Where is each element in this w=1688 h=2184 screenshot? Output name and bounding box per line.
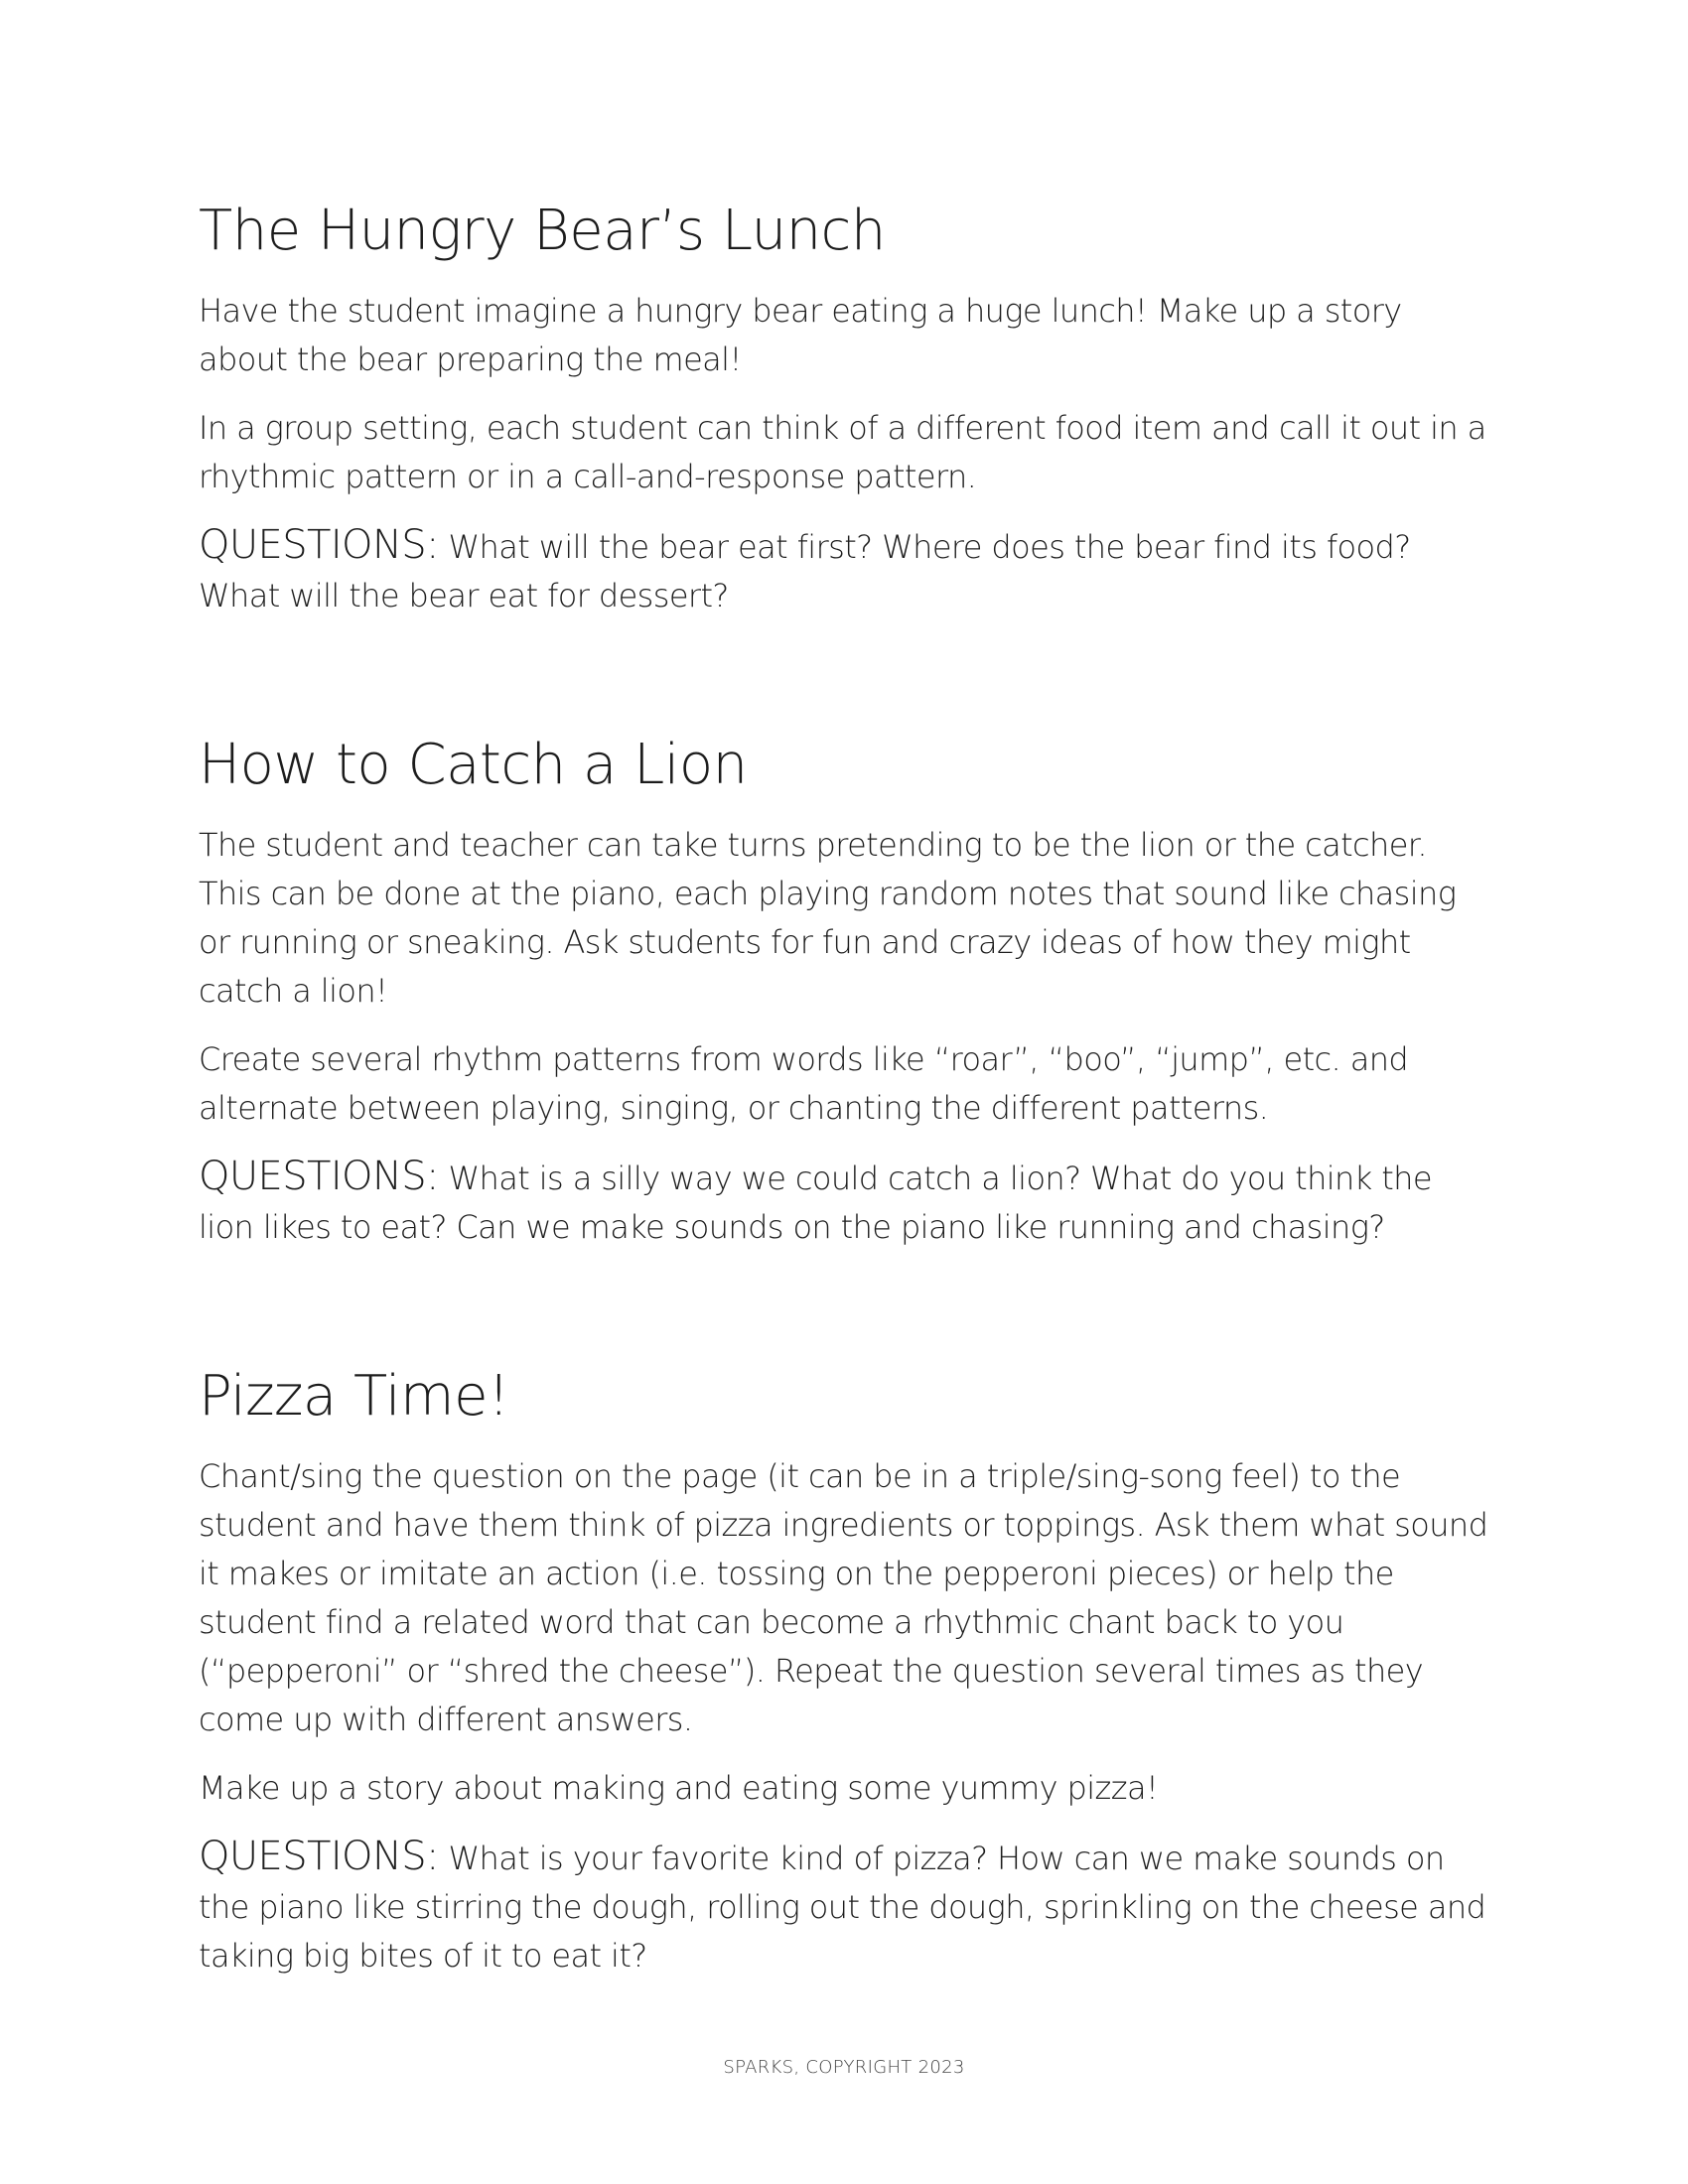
questions-label: QUESTIONS: xyxy=(199,522,439,568)
questions-text: What is a silly way we could catch a lion? What do you think the lion likes to eat? Can we make sounds on the piano like running and chasing? xyxy=(199,1160,1432,1246)
paragraph: Chant/sing the question on the page (it can be in a triple/sing-song feel) to the student and have them think of pizza ingredients or toppings. Ask them what sound it makes or imitate an action (i.e. tossing on the pepperoni pieces) or help the student find a related word that can become a rhythmic chant back to you (“pepperoni” or “shred the cheese”). Repeat the question several times as they come up with different answers. xyxy=(199,1457,1488,1738)
questions-paragraph xyxy=(199,1153,1489,1252)
questions-text: What is your favorite kind of pizza? How can we make sounds on the piano like stirring the dough, rolling out the dough, sprinkling on the cheese and taking big bites of it to eat it? xyxy=(199,1840,1486,1975)
copyright-footer: SPARKS, COPYRIGHT 2023 xyxy=(723,2057,965,2078)
document-page xyxy=(199,194,1489,2000)
questions-paragraph xyxy=(199,1833,1489,1980)
questions-label: QUESTIONS: xyxy=(199,1154,439,1199)
paragraph: In a group setting, each student can think of a different food item and call it out in a rhythmic pattern or in a call-and-response pattern. xyxy=(199,409,1486,495)
paragraph: Make up a story about making and eating some yummy pizza! xyxy=(199,1769,1159,1807)
questions-paragraph xyxy=(199,521,1489,620)
paragraph: Create several rhythm patterns from words like “roar”, “boo”, “jump”, etc. and alternate between playing, singing, or chanting the different patterns. xyxy=(199,1040,1409,1127)
section-pizza-time xyxy=(199,1359,1489,1980)
section-title: Pizza Time! xyxy=(199,1364,509,1429)
paragraph: Have the student imagine a hungry bear eating a huge lunch! Make up a story about the bear preparing the meal! xyxy=(199,292,1402,378)
section-title: How to Catch a Lion xyxy=(199,733,748,797)
section-title: The Hungry Bear’s Lunch xyxy=(199,199,886,263)
paragraph: The student and teacher can take turns pretending to be the lion or the catcher. This can be done at the piano, each playing random notes that sound like chasing or running or sneaking. Ask students for fun and crazy ideas of how they might catch a lion! xyxy=(199,826,1457,1010)
questions-label: QUESTIONS: xyxy=(199,1834,439,1879)
section-catch-a-lion xyxy=(199,728,1489,1252)
questions-text: What will the bear eat first? Where does the bear find its food? What will the bear eat for dessert? xyxy=(199,528,1411,614)
section-hungry-bear xyxy=(199,194,1489,620)
